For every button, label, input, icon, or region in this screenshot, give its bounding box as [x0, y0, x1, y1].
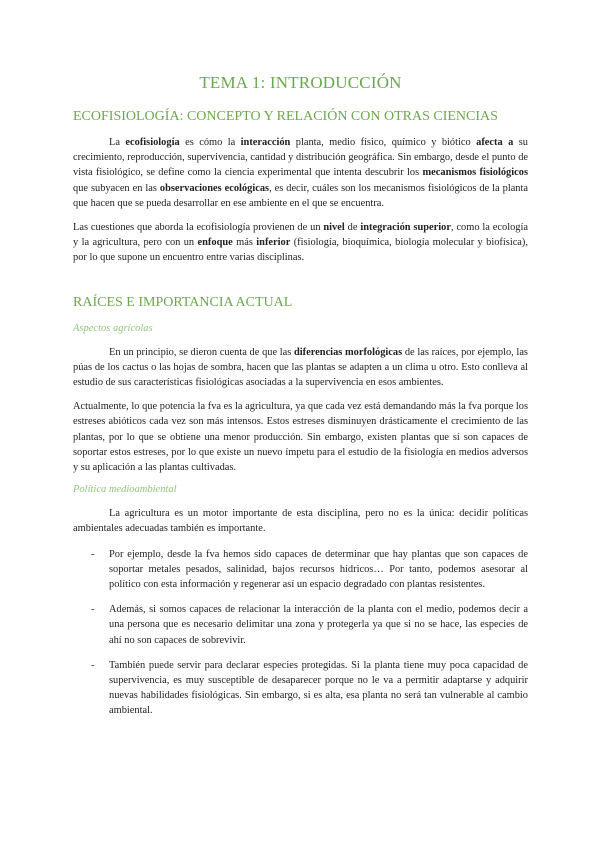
- page-title: TEMA 1: INTRODUCCIÓN: [199, 73, 402, 92]
- list-item: - También puede servir para declarar especies protegidas. Si la planta tiene muy poca capacidad de supervivencia, es muy susceptible de desaparecer porque no le va a permitir adaptarse y adquirir nuevas habilidades fisiológicas. Sin embargo, si es alta, esa planta no será tan vulnerable al cambio ambiental.: [91, 659, 528, 717]
- section-heading-ecofisiologia: ECOFISIOLOGÍA: CONCEPTO Y RELACIÓN CON OTRAS CIENCIAS: [73, 109, 498, 124]
- paragraph-morphology: En un principio, se dieron cuenta de que las diferencias morfológicas de las raíces, por ejemplo, las púas de los cactus o las hojas de sombra, hacen que las plantas se adapten a un clima u otro. Esto conlleva al estudio de sus características fisiológicas asociadas a la supervivencia en esos ambientes.: [73, 346, 528, 389]
- bullet-dash: -: [91, 548, 95, 560]
- bullet-dash: -: [91, 604, 95, 616]
- bullet-dash: -: [91, 659, 95, 671]
- list-item: - Por ejemplo, desde la fva hemos sido capaces de determinar que hay plantas que son capaces de soportar metales pesados, salinidad, bajos recursos hídricos… Por tanto, podemos asesorar al político con esta información y regenerar así un espacio degradado con plantas resistentes.: [91, 548, 528, 591]
- paragraph-disciplines: Las cuestiones que aborda la ecofisiología provienen de un nivel de integración superior, como la ecología y la agricultura, pero con un enfoque más inferior (fisiología, bioquímica, biología molecular y biofísica), por lo que supone un encuentro entre varias disciplinas.: [73, 222, 528, 264]
- policy-bullet-list: [73, 547, 528, 719]
- paragraph-definition: La ecofisiología es cómo la interacción planta, medio físico, químico y biótico afecta a su crecimiento, reproducción, supervivencia, cantidad y distribución geográfica. Sin embargo, desde el punto de vista fisiológico, se define como la ciencia experimental que intenta descubrir los mecanismos fisiológicos que subyacen en las observaciones ecológicas, es decir, cuáles son los mecanismos fisiológicos de la planta que hacen que se pueda desarrollar en ese ambiente en el que se encuentra.: [73, 137, 529, 209]
- paragraph-agriculture: Actualmente, lo que potencia la fva es la agricultura, ya que cada vez está demandando más la fva porque los estreses abióticos cada vez son más intensos. Estos estreses disminuyen drásticamente el crecimiento de las plantas, por lo que se obtiene una menor producción. Sin embargo, existen plantas que sí son capaces de soportar estos estreses, por lo que existe un nuevo ímpetu para el estudio de la fisiología en medios adversos y su aplicación a las plantas cultivadas.: [73, 401, 528, 474]
- list-item: - Además, si somos capaces de relacionar la interacción de la planta con el medio, podemos decir a una persona que es necesario delimitar una zona y protegerla ya que si no se hace, las especies de ahí no son capaces de sobrevivir.: [91, 604, 528, 646]
- section-heading-raices: RAÍCES E IMPORTANCIA ACTUAL: [73, 294, 293, 310]
- subheading-aspectos-agricolas: Aspectos agrícolas: [73, 322, 153, 334]
- subheading-politica-medioambiental: Política medioambiental: [73, 484, 177, 496]
- paragraph-policy: La agricultura es un motor importante de esta disciplina, pero no es la única: decidir políticas ambientales adecuadas también es importante.: [73, 508, 528, 535]
